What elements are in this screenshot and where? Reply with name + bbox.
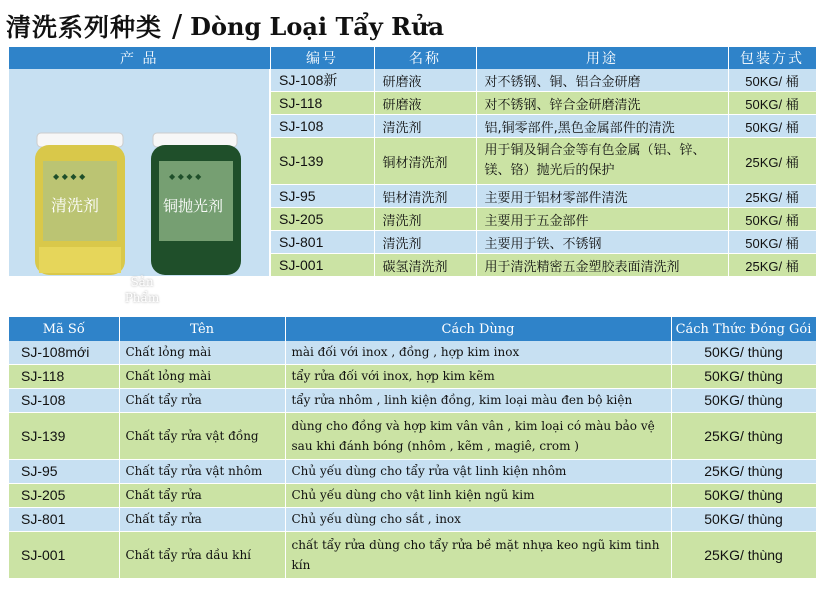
cell-code: SJ-139 [9,413,119,460]
cell-code: SJ-801 [270,231,374,254]
cell-pack: 50KG/ 桶 [728,69,816,92]
cell-code: SJ-108新 [270,69,374,92]
table-row [9,460,816,484]
cell-pack: 50KG/ thùng [671,389,816,413]
header-packaging-vi: Cách Thức Đóng Gói [671,317,816,341]
header-name: 名称 [374,47,476,69]
cell-use: Chủ yếu dùng cho sắt , inox [285,508,671,532]
cell-use: 对不锈钢、铜、铝合金研磨 [476,69,728,92]
cell-use: 用于铜及铜合金等有色金属（铝、锌、镁、铬）抛光后的保护 [476,138,728,185]
cell-use: 主要用于五金部件 [476,208,728,231]
product-photo [9,69,270,305]
table-row [9,365,816,389]
title-slash: / [172,8,183,44]
table-row [9,508,816,532]
cell-use: dùng cho đồng và hợp kim vân vân , kim loại có màu bảo vệ sau khi đánh bóng (nhôm , kẽm , magiê, crom ) [285,413,671,460]
cell-code: SJ-108mới [9,341,119,365]
cell-name: 铝材清洗剂 [374,185,476,208]
cell-code: SJ-205 [9,484,119,508]
cell-use: Chủ yếu dùng cho vật linh kiện ngũ kim [285,484,671,508]
header-product: 产 品 [9,47,270,69]
cell-pack: 50KG/ 桶 [728,231,816,254]
cell-code: SJ-108 [9,389,119,413]
cell-code: SJ-205 [270,208,374,231]
cell-code: SJ-118 [9,365,119,389]
header-packaging: 包装方式 [728,47,816,69]
jar-label-small-2: ◆ ◆ ◆ ◆ [169,172,202,181]
jar-label-cleaner: 清洗剂 [51,196,100,215]
cell-name: 研磨液 [374,92,476,115]
cell-use: 用于清洗精密五金塑胶表面清洗剂 [476,254,728,277]
cell-code: SJ-001 [270,254,374,277]
cell-code: SJ-001 [9,532,119,579]
cell-use: mài đối với inox , đồng , hợp kim inox [285,341,671,365]
cell-code: SJ-139 [270,138,374,185]
cell-pack: 50KG/ thùng [671,508,816,532]
cell-name: 研磨液 [374,69,476,92]
cell-use: 主要用于铁、不锈钢 [476,231,728,254]
header-name-vi: Tên [119,317,285,341]
cell-use: tẩy rửa đối với inox, hợp kim kẽm [285,365,671,389]
cell-name: Chất tẩy rửa dầu khí [119,532,285,579]
cell-pack: 25KG/ thùng [671,460,816,484]
header-use-vi: Cách Dùng [285,317,671,341]
header-use: 用途 [476,47,728,69]
cell-pack: 50KG/ 桶 [728,92,816,115]
cell-pack: 50KG/ 桶 [728,208,816,231]
jar-label-polish: 铜抛光剂 [163,197,224,215]
table-row [9,413,816,460]
cell-code: SJ-95 [9,460,119,484]
header-code: 编号 [270,47,374,69]
cell-name: 清洗剂 [374,208,476,231]
table-row [9,341,816,365]
title-chinese: 清洗系列种类 [6,13,163,42]
cell-use: 对不锈钢、锌合金研磨清洗 [476,92,728,115]
cell-use: 主要用于铝材零部件清洗 [476,185,728,208]
cell-code: SJ-801 [9,508,119,532]
cell-code: SJ-118 [270,92,374,115]
cell-pack: 25KG/ 桶 [728,254,816,277]
cell-pack: 50KG/ thùng [671,341,816,365]
table-row [9,389,816,413]
cell-name: Chất tẩy rửa vật nhôm [119,460,285,484]
cell-name: Chất tẩy rửa vật đồng [119,413,285,460]
table-row [9,532,816,579]
cell-name: Chất tẩy rửa [119,389,285,413]
cell-use: tẩy rửa nhôm , linh kiện đồng, kim loại màu đen bộ kiện [285,389,671,413]
cell-use: chất tẩy rửa dùng cho tẩy rửa bề mặt nhựa keo ngũ kim tinh kín [285,532,671,579]
cell-pack: 50KG/ thùng [671,484,816,508]
cell-pack: 25KG/ 桶 [728,138,816,185]
product-table-chinese [9,47,817,305]
cell-pack: 25KG/ thùng [671,532,816,579]
product-table-vietnamese [9,317,817,579]
product-photo-caption: Sản Phẩm [124,275,160,305]
cell-pack: 50KG/ 桶 [728,115,816,138]
cell-name: Chất lỏng mài [119,365,285,389]
title-vietnamese: Dòng Loại Tẩy Rửa [190,11,445,41]
cell-pack: 25KG/ thùng [671,413,816,460]
jar-label-small: ◆ ◆ ◆ ◆ [53,172,86,181]
table-row [9,484,816,508]
cell-name: Chất tẩy rửa [119,484,285,508]
cell-pack: 50KG/ thùng [671,365,816,389]
cell-name: 清洗剂 [374,231,476,254]
cell-name: 铜材清洗剂 [374,138,476,185]
cell-name: Chất lỏng mài [119,341,285,365]
table-row [9,69,816,92]
cell-use: 铝,铜零部件,黑色金属部件的清洗 [476,115,728,138]
cell-name: 清洗剂 [374,115,476,138]
cell-use: Chủ yếu dùng cho tẩy rửa vật linh kiện nhôm [285,460,671,484]
cell-name: Chất tẩy rửa [119,508,285,532]
header-code-vi: Mã Số [9,317,119,341]
cell-code: SJ-95 [270,185,374,208]
page-title [6,8,444,44]
cell-pack: 25KG/ 桶 [728,185,816,208]
cell-code: SJ-108 [270,115,374,138]
cell-name: 碳氢清洗剂 [374,254,476,277]
product-jars-image [9,69,268,293]
